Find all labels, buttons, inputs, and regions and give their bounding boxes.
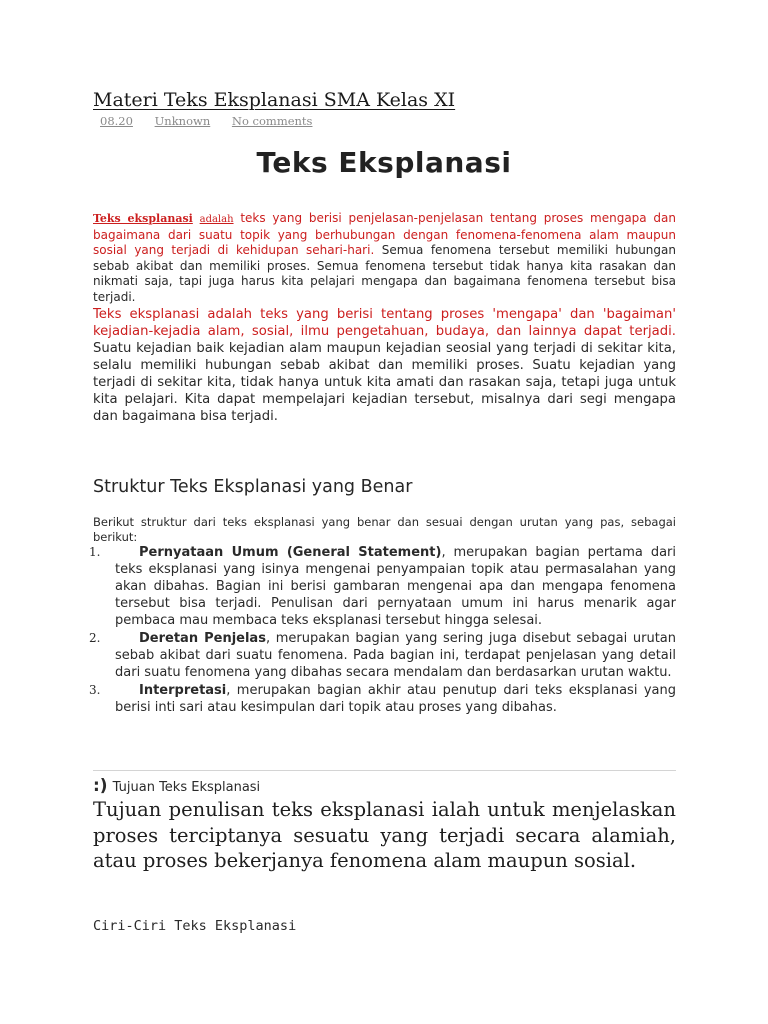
structure-intro: Berikut struktur dari teks eksplanasi yang benar dan sesuai dengan urutan yang pas, sebagai berikut: bbox=[93, 515, 676, 544]
tujuan-label: Tujuan Teks Eksplanasi bbox=[112, 780, 261, 795]
definition-red-text: teks yang berisi penjelasan-penjelasan tentang proses mengapa dan bagaimana dari suatu topik yang berhubungan dengan fenomena-fenomena alam maupun sosial yang terjadi di kehidupan sehari-hari. bbox=[93, 211, 676, 258]
structure-item-number: 3. bbox=[89, 683, 101, 697]
post-title[interactable]: Materi Teks Eksplanasi SMA Kelas XI bbox=[93, 89, 456, 111]
post-comments-link[interactable]: No comments bbox=[231, 114, 313, 128]
definition-rest-text: Semua fenomena tersebut memiliki hubungan sebab akibat dan memiliki proses. Semua fenomena tersebut tidak hanya kita rasakan dan nikmati saja, tapi juga harus kita pelajari mengapa dan bagaimana fenomena tersebut bisa terjadi. bbox=[93, 243, 676, 304]
structure-section-title: Struktur Teks Eksplanasi yang Benar bbox=[93, 477, 413, 497]
structure-list bbox=[89, 544, 676, 717]
structure-item-text: , merupakan bagian akhir atau penutup dari teks eksplanasi yang berisi inti sari atau kesimpulan dari topik atau proses yang dibahas. bbox=[115, 683, 676, 715]
definition-term-link[interactable]: Teks eksplanasi bbox=[93, 212, 193, 225]
definition-adalah: adalah bbox=[199, 214, 234, 225]
structure-item-general-statement bbox=[89, 544, 676, 629]
explanation-red-text: Teks eksplanasi adalah teks yang berisi tentang proses 'mengapa' dan 'bagaiman' kejadian-kejadia alam, sosial, ilmu pengetahuan, budaya, dan lainnya dapat terjadi. bbox=[93, 307, 676, 339]
structure-item-text: , merupakan bagian pertama dari teks eksplanasi yang isinya mengenai penyampaian topik atau permasalahan yang akan dibahas. Bagian ini berisi gambaran mengenai apa dan mengapa fenomena tersebut bisa terjadi. Penulisan dari pernyataan umum ini harus menarik agar pembaca mau membaca teks eksplanasi tersebut hingga selesai. bbox=[115, 545, 676, 628]
ciri-section-title: Ciri-Ciri Teks Eksplanasi bbox=[93, 918, 297, 934]
tujuan-label-line bbox=[93, 776, 260, 796]
explanation-paragraph bbox=[93, 306, 676, 425]
structure-item-interpretasi bbox=[89, 682, 676, 716]
structure-item-number: 2. bbox=[89, 631, 101, 645]
post-author-link[interactable]: Unknown bbox=[154, 114, 211, 128]
post-meta bbox=[100, 114, 330, 128]
structure-item-number: 1. bbox=[89, 545, 101, 559]
tujuan-paragraph: Tujuan penulisan teks eksplanasi ialah untuk menjelaskan proses terciptanya sesuatu yang terjadi secara alamiah, atau proses bekerjanya fenomena alam maupun sosial. bbox=[93, 798, 676, 872]
structure-item-term: Interpretasi bbox=[139, 683, 227, 698]
structure-item-deretan-penjelas bbox=[89, 630, 676, 681]
structure-item-term: Deretan Penjelas bbox=[139, 631, 266, 646]
section-divider bbox=[93, 770, 676, 771]
article-heading: Teks Eksplanasi bbox=[256, 146, 512, 179]
structure-item-text: , merupakan bagian yang sering juga disebut sebagai urutan sebab akibat dari suatu fenomena. Pada bagian ini, terdapat penjelasan yang detail dari suatu fenomena yang dibahas secara mendalam dan berdasarkan urutan waktu. bbox=[115, 631, 676, 680]
explanation-rest-text: Suatu kejadian baik kejadian alam maupun kejadian seosial yang terjadi di sekitar kita, selalu memiliki hubungan sebab akibat dan memiliki proses. Suatu kejadian yang terjadi di sekitar kita, tidak hanya untuk kita amati dan rasakan saja, tetapi juga untuk kita pelajari. Kita dapat mempelajari kejadian tersebut, misalnya dari segi mengapa dan bagaimana bisa terjadi. bbox=[93, 341, 676, 424]
definition-paragraph bbox=[93, 211, 676, 306]
post-time-link[interactable]: 08.20 bbox=[100, 114, 133, 128]
smile-emoticon: :) bbox=[93, 776, 108, 796]
structure-item-term: Pernyataan Umum (General Statement) bbox=[139, 545, 442, 560]
